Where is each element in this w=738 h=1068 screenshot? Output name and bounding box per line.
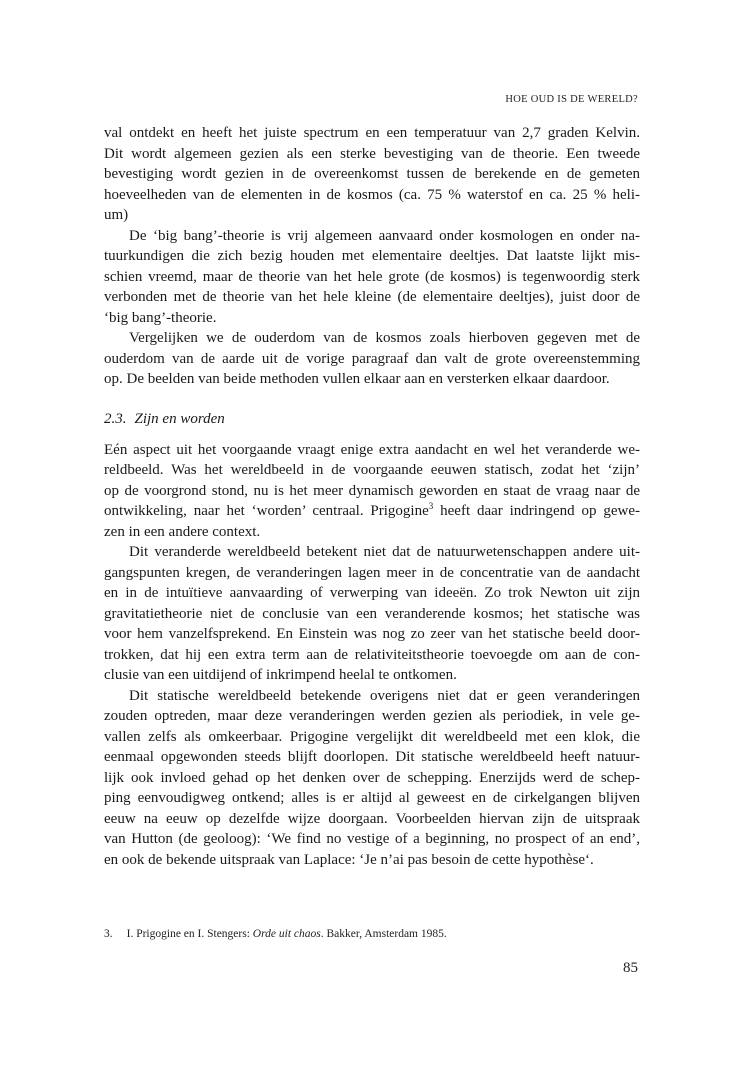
text-line: ouderdom van de aarde uit de vorige paragraaf dan valt de grote overeenstemming (104, 350, 640, 367)
section-heading (104, 409, 640, 429)
text-line: van Hutton (de geoloog): ‘We find no vestige of a beginning, no prospect of an end’, (104, 831, 640, 847)
text-line: trokken, dat hij een extra term aan de relativiteitstheorie toevoegde om aan de con- (104, 646, 640, 663)
text-line: Vergelijken we de ouderdom van de kosmos zoals hierboven gegeven met de (129, 330, 640, 346)
text-line: reldbeeld. Was het wereldbeeld in de voorgaande eeuwen statisch, zodat het ‘zijn’ (104, 462, 640, 478)
page-number: 85 (623, 960, 638, 976)
text-line: zen in een andere context. (104, 523, 261, 540)
text-line: op. De beelden van beide methoden vullen elkaar aan en versterken elkaar daardoor. (104, 371, 610, 387)
text-line: en in de intuïtieve aanvaarding of verwerping van ideeën. Zo trok Newton uit zijn (104, 585, 640, 601)
text-line: val ontdekt en heeft het juiste spectrum en een temperatuur van 2,7 graden Kelvin. (104, 125, 640, 141)
running-head: HOE OUD IS DE WERELD? (505, 94, 638, 105)
text-line: vallen zelfs als omkeerbaar. Prigogine vergelijkt dit wereldbeeld met een klok, die (104, 728, 640, 745)
text-line: eeuw na eeuw op dezelfde wijze doorgaan. Voorbeelden hiervan zijn de uitspraak (104, 810, 640, 827)
text-fragment: ontwikkeling, naar het ‘worden’ centraal. Prigogine (104, 503, 429, 519)
text-line: verbonden met de theorie van het hele kleine (de elementaire deeltjes), juist door de (104, 289, 640, 305)
footnote-number: 3. (104, 928, 113, 940)
text-line: Dit wordt algemeen gezien als een sterke bevestiging van de theorie. Een tweede (104, 145, 640, 162)
body-text (104, 123, 640, 870)
text-line: Eén aspect uit het voorgaande vraagt enige extra aandacht en wel het veranderde we- (104, 441, 640, 458)
text-fragment: heeft daar indringend op gewe- (433, 503, 640, 519)
text-line: bevestiging wordt gezien in de overeenkomst tussen de berekende en de gemeten (104, 166, 640, 182)
footnote-authors: I. Prigogine en I. Stengers: (126, 928, 253, 940)
text-line: hoeveelheden van de elementen in de kosmos (ca. 75 % waterstof en ca. 25 % heli- (104, 186, 640, 203)
text-line: tuurkundigen die zich bezig houden met elementaire deeltjes. Dat laatste lijkt mis- (104, 248, 640, 264)
text-line: lijk ook invloed gehad op het denken over de schepping. Enerzijds werd de schep- (104, 769, 640, 786)
text-line: Dit statische wereldbeeld betekende overigens niet dat er geen veranderingen (129, 687, 640, 704)
section-title: Zijn en worden (134, 410, 225, 427)
text-line: ‘big bang’-theorie. (104, 309, 217, 326)
text-line: zouden optreden, maar deze veranderingen werden gezien als periodiek, in vele ge- (104, 708, 640, 724)
section-number: 2.3. (104, 410, 127, 427)
footnote-book-title: Orde uit chaos (252, 928, 321, 940)
footnote (104, 928, 447, 940)
text-line: schien vreemd, maar de theorie van het hele grote (de kosmos) is tegenwoordig sterk (104, 268, 640, 285)
paragraph-5 (104, 542, 640, 686)
text-line: gangspunten kregen, de veranderingen lagen meer in de concentratie van de aandacht (104, 564, 640, 581)
text-line: en ook de bekende uitspraak van Laplace: ‘Je n’ai pas besoin de cette hypothèse‘. (104, 851, 594, 868)
text-line-with-footnote (104, 501, 640, 522)
text-line: De ‘big bang’-theorie is vrij algemeen aanvaard onder kosmologen en onder na- (129, 227, 640, 244)
text-line: eenmaal opgewonden steeds blijft doorlopen. Dit statische wereldbeeld heeft natuur- (104, 749, 640, 765)
text-line: ping eenvoudigweg ontkend; alles is er altijd al geweest en de cirkelgangen blijven (104, 790, 640, 806)
text-line: voor hem vanzelfsprekend. En Einstein was nog zo zeer van het statische beeld door- (104, 626, 640, 642)
paragraph-1 (104, 123, 640, 226)
text-line: um) (104, 207, 129, 223)
text-line: gravitatietheorie niet de conclusie van een veranderende kosmos; het statische was (104, 605, 640, 622)
paragraph-3 (104, 328, 640, 390)
paragraph-4 (104, 440, 640, 543)
footnote-reference[interactable]: 3 (428, 501, 434, 511)
text-line: op de voorgrond stond, nu is het meer dynamisch geworden en staat de vraag naar de (104, 482, 640, 499)
paragraph-2 (104, 226, 640, 329)
footnote-publisher: . Bakker, Amsterdam 1985. (320, 928, 447, 940)
paragraph-6 (104, 686, 640, 871)
text-line: Dit veranderde wereldbeeld betekent niet dat de natuurwetenschappen andere uit- (129, 544, 640, 560)
text-line: clusie van een uitdijend of inkrimpend heelal te ontkomen. (104, 667, 457, 683)
